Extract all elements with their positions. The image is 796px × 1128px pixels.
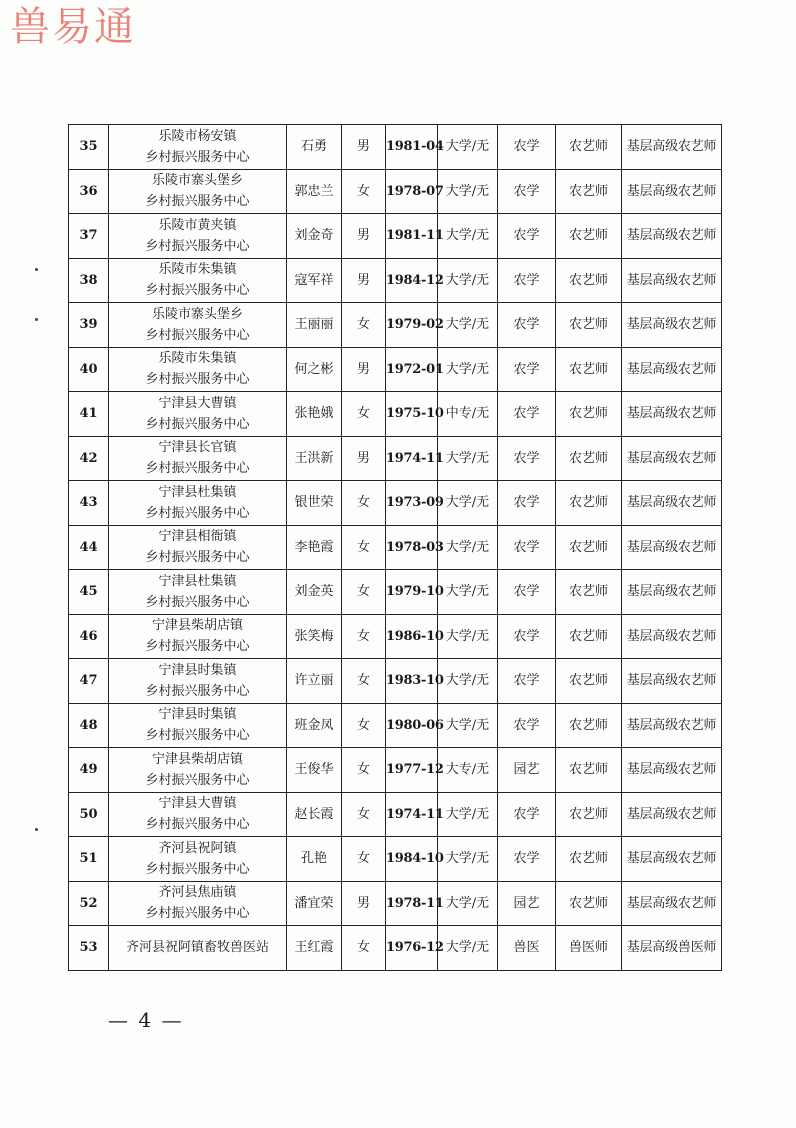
cell-number: 37 [69, 214, 109, 259]
unit-line: 乡村振兴服务中心 [145, 861, 250, 877]
cell-education: 大学/无 [438, 125, 498, 170]
cell-major: 农学 [498, 392, 556, 437]
unit-line: 乐陵市寨头堡乡 [151, 173, 243, 189]
unit-line: 乡村振兴服务中心 [145, 639, 250, 655]
unit-line: 宁津县大曹镇 [158, 796, 237, 812]
cell-education: 大学/无 [438, 525, 498, 570]
cell-gender: 女 [342, 392, 386, 437]
cell-current-title: 农艺师 [556, 792, 622, 837]
cell-unit [109, 748, 287, 793]
cell-name: 李艳霞 [287, 525, 342, 570]
cell-unit [109, 303, 287, 348]
cell-name: 班金凤 [287, 703, 342, 748]
cell-gender: 女 [342, 169, 386, 214]
cell-education: 中专/无 [438, 392, 498, 437]
cell-birth: 1984-10 [386, 837, 438, 882]
unit-line: 宁津县长官镇 [158, 440, 237, 456]
cell-applied-title: 基层高级农艺师 [622, 392, 722, 437]
table-row [69, 214, 722, 259]
cell-unit [109, 125, 287, 170]
cell-gender: 女 [342, 303, 386, 348]
cell-major: 农学 [498, 258, 556, 303]
unit-line: 宁津县相衙镇 [158, 529, 237, 545]
cell-major: 农学 [498, 436, 556, 481]
cell-major: 农学 [498, 570, 556, 615]
cell-name: 王红霞 [287, 926, 342, 971]
cell-education: 大学/无 [438, 837, 498, 882]
cell-unit [109, 525, 287, 570]
unit-line: 齐河县焦庙镇 [158, 885, 237, 901]
cell-unit [109, 214, 287, 259]
cell-applied-title: 基层高级农艺师 [622, 659, 722, 704]
margin-mark [35, 828, 38, 831]
cell-number: 45 [69, 570, 109, 615]
cell-major: 农学 [498, 303, 556, 348]
cell-gender: 女 [342, 481, 386, 526]
cell-education: 大学/无 [438, 703, 498, 748]
cell-current-title: 农艺师 [556, 303, 622, 348]
cell-number: 43 [69, 481, 109, 526]
cell-applied-title: 基层高级农艺师 [622, 303, 722, 348]
cell-unit [109, 570, 287, 615]
cell-education: 大学/无 [438, 614, 498, 659]
cell-current-title: 农艺师 [556, 881, 622, 926]
cell-unit [109, 881, 287, 926]
watermark-logo: 兽易通 [10, 4, 136, 50]
cell-current-title: 农艺师 [556, 214, 622, 259]
cell-current-title: 农艺师 [556, 125, 622, 170]
cell-major: 农学 [498, 792, 556, 837]
table-row [69, 881, 722, 926]
cell-number: 51 [69, 837, 109, 882]
cell-name: 张笑梅 [287, 614, 342, 659]
unit-line: 乡村振兴服务中心 [145, 728, 250, 744]
cell-name: 赵长霞 [287, 792, 342, 837]
page-number: — 4 — [108, 1008, 184, 1032]
cell-birth: 1979-02 [386, 303, 438, 348]
unit-line: 齐河县祝阿镇 [158, 840, 237, 856]
cell-name: 潘宜荣 [287, 881, 342, 926]
cell-major: 农学 [498, 169, 556, 214]
cell-number: 46 [69, 614, 109, 659]
cell-birth: 1981-11 [386, 214, 438, 259]
cell-education: 大学/无 [438, 169, 498, 214]
cell-applied-title: 基层高级农艺师 [622, 347, 722, 392]
unit-line: 宁津县时集镇 [158, 707, 237, 723]
cell-gender: 女 [342, 748, 386, 793]
cell-number: 53 [69, 926, 109, 971]
unit-line: 乡村振兴服务中心 [145, 327, 250, 343]
cell-birth: 1973-09 [386, 481, 438, 526]
roster-table [68, 124, 722, 971]
cell-birth: 1978-03 [386, 525, 438, 570]
cell-birth: 1979-10 [386, 570, 438, 615]
cell-gender: 男 [342, 258, 386, 303]
cell-major: 农学 [498, 481, 556, 526]
cell-major: 农学 [498, 214, 556, 259]
cell-name: 刘金英 [287, 570, 342, 615]
cell-name: 王俊华 [287, 748, 342, 793]
unit-line: 乐陵市寨头堡乡 [151, 306, 243, 322]
cell-current-title: 农艺师 [556, 258, 622, 303]
unit-line: 乐陵市黄夹镇 [158, 217, 237, 233]
table-row [69, 125, 722, 170]
cell-current-title: 农艺师 [556, 703, 622, 748]
cell-number: 36 [69, 169, 109, 214]
cell-unit [109, 837, 287, 882]
cell-birth: 1983-10 [386, 659, 438, 704]
unit-line: 乡村振兴服务中心 [145, 683, 250, 699]
cell-name: 刘金奇 [287, 214, 342, 259]
cell-unit [109, 481, 287, 526]
table-row [69, 481, 722, 526]
unit-line: 宁津县杜集镇 [158, 484, 237, 500]
cell-applied-title: 基层高级农艺师 [622, 703, 722, 748]
cell-gender: 女 [342, 570, 386, 615]
cell-birth: 1972-01 [386, 347, 438, 392]
cell-unit [109, 614, 287, 659]
table-row [69, 659, 722, 704]
cell-major: 农学 [498, 525, 556, 570]
unit-line: 乡村振兴服务中心 [145, 461, 250, 477]
cell-education: 大专/无 [438, 748, 498, 793]
cell-number: 47 [69, 659, 109, 704]
cell-birth: 1975-10 [386, 392, 438, 437]
cell-education: 大学/无 [438, 481, 498, 526]
cell-major: 农学 [498, 614, 556, 659]
cell-number: 40 [69, 347, 109, 392]
cell-major: 兽医 [498, 926, 556, 971]
cell-current-title: 农艺师 [556, 570, 622, 615]
cell-applied-title: 基层高级农艺师 [622, 570, 722, 615]
cell-gender: 女 [342, 614, 386, 659]
cell-education: 大学/无 [438, 347, 498, 392]
cell-applied-title: 基层高级农艺师 [622, 837, 722, 882]
cell-major: 农学 [498, 125, 556, 170]
margin-mark [35, 318, 38, 321]
cell-applied-title: 基层高级农艺师 [622, 258, 722, 303]
unit-line: 齐河县祝阿镇畜牧兽医站 [125, 940, 269, 956]
cell-gender: 女 [342, 837, 386, 882]
cell-number: 52 [69, 881, 109, 926]
unit-line: 乡村振兴服务中心 [145, 772, 250, 788]
cell-current-title: 农艺师 [556, 392, 622, 437]
cell-major: 农学 [498, 659, 556, 704]
table-row [69, 748, 722, 793]
cell-birth: 1980-06 [386, 703, 438, 748]
unit-line: 乡村振兴服务中心 [145, 550, 250, 566]
cell-current-title: 农艺师 [556, 436, 622, 481]
cell-number: 48 [69, 703, 109, 748]
cell-applied-title: 基层高级农艺师 [622, 436, 722, 481]
unit-line: 乡村振兴服务中心 [145, 416, 250, 432]
table-row [69, 525, 722, 570]
cell-number: 49 [69, 748, 109, 793]
cell-current-title: 兽医师 [556, 926, 622, 971]
cell-name: 何之彬 [287, 347, 342, 392]
cell-gender: 男 [342, 436, 386, 481]
cell-unit [109, 258, 287, 303]
cell-current-title: 农艺师 [556, 614, 622, 659]
cell-major: 园艺 [498, 881, 556, 926]
cell-major: 农学 [498, 703, 556, 748]
cell-gender: 男 [342, 881, 386, 926]
unit-line: 宁津县柴胡店镇 [151, 618, 243, 634]
cell-number: 42 [69, 436, 109, 481]
cell-unit [109, 659, 287, 704]
cell-education: 大学/无 [438, 258, 498, 303]
cell-unit [109, 436, 287, 481]
table-row [69, 436, 722, 481]
cell-birth: 1984-12 [386, 258, 438, 303]
cell-gender: 男 [342, 125, 386, 170]
cell-unit [109, 792, 287, 837]
cell-applied-title: 基层高级农艺师 [622, 214, 722, 259]
table-row [69, 258, 722, 303]
cell-applied-title: 基层高级农艺师 [622, 881, 722, 926]
cell-applied-title: 基层高级农艺师 [622, 481, 722, 526]
cell-applied-title: 基层高级农艺师 [622, 525, 722, 570]
table-row [69, 169, 722, 214]
cell-current-title: 农艺师 [556, 659, 622, 704]
unit-line: 乐陵市朱集镇 [158, 262, 237, 278]
cell-education: 大学/无 [438, 570, 498, 615]
cell-name: 张艳娥 [287, 392, 342, 437]
cell-name: 王洪新 [287, 436, 342, 481]
unit-line: 宁津县时集镇 [158, 662, 237, 678]
cell-number: 41 [69, 392, 109, 437]
cell-current-title: 农艺师 [556, 347, 622, 392]
cell-applied-title: 基层高级农艺师 [622, 614, 722, 659]
cell-gender: 女 [342, 792, 386, 837]
cell-birth: 1978-07 [386, 169, 438, 214]
unit-line: 乡村振兴服务中心 [145, 194, 250, 210]
cell-birth: 1976-12 [386, 926, 438, 971]
cell-unit [109, 347, 287, 392]
cell-number: 50 [69, 792, 109, 837]
cell-birth: 1981-04 [386, 125, 438, 170]
cell-name: 王丽丽 [287, 303, 342, 348]
cell-name: 银世荣 [287, 481, 342, 526]
cell-gender: 男 [342, 347, 386, 392]
table-row [69, 570, 722, 615]
unit-line: 乐陵市杨安镇 [158, 128, 237, 144]
cell-education: 大学/无 [438, 436, 498, 481]
unit-line: 宁津县大曹镇 [158, 395, 237, 411]
cell-applied-title: 基层高级农艺师 [622, 169, 722, 214]
table-row [69, 703, 722, 748]
margin-mark [35, 268, 38, 271]
cell-education: 大学/无 [438, 303, 498, 348]
unit-line: 乡村振兴服务中心 [145, 594, 250, 610]
cell-current-title: 农艺师 [556, 169, 622, 214]
unit-line: 乡村振兴服务中心 [145, 505, 250, 521]
cell-education: 大学/无 [438, 792, 498, 837]
cell-name: 孔艳 [287, 837, 342, 882]
cell-name: 郭忠兰 [287, 169, 342, 214]
unit-line: 乡村振兴服务中心 [145, 817, 250, 833]
cell-unit [109, 392, 287, 437]
cell-applied-title: 基层高级农艺师 [622, 125, 722, 170]
unit-line: 宁津县杜集镇 [158, 573, 237, 589]
cell-number: 39 [69, 303, 109, 348]
cell-unit [109, 703, 287, 748]
cell-current-title: 农艺师 [556, 748, 622, 793]
cell-major: 农学 [498, 837, 556, 882]
cell-education: 大学/无 [438, 214, 498, 259]
unit-line: 乐陵市朱集镇 [158, 351, 237, 367]
cell-current-title: 农艺师 [556, 525, 622, 570]
cell-number: 44 [69, 525, 109, 570]
cell-education: 大学/无 [438, 881, 498, 926]
cell-education: 大学/无 [438, 659, 498, 704]
cell-gender: 女 [342, 659, 386, 704]
table-row [69, 303, 722, 348]
table-row [69, 347, 722, 392]
cell-unit [109, 169, 287, 214]
cell-major: 农学 [498, 347, 556, 392]
table-row [69, 792, 722, 837]
table-row [69, 614, 722, 659]
cell-applied-title: 基层高级农艺师 [622, 748, 722, 793]
cell-gender: 女 [342, 703, 386, 748]
cell-applied-title: 基层高级兽医师 [622, 926, 722, 971]
cell-birth: 1977-12 [386, 748, 438, 793]
unit-line: 宁津县柴胡店镇 [151, 751, 243, 767]
cell-gender: 女 [342, 525, 386, 570]
cell-birth: 1974-11 [386, 436, 438, 481]
table-row [69, 392, 722, 437]
cell-major: 园艺 [498, 748, 556, 793]
cell-current-title: 农艺师 [556, 481, 622, 526]
cell-unit [109, 926, 287, 971]
unit-line: 乡村振兴服务中心 [145, 149, 250, 165]
cell-name: 石勇 [287, 125, 342, 170]
roster-body [69, 125, 722, 971]
cell-birth: 1986-10 [386, 614, 438, 659]
cell-applied-title: 基层高级农艺师 [622, 792, 722, 837]
cell-number: 35 [69, 125, 109, 170]
unit-line: 乡村振兴服务中心 [145, 372, 250, 388]
cell-name: 寇军祥 [287, 258, 342, 303]
cell-gender: 男 [342, 214, 386, 259]
unit-line: 乡村振兴服务中心 [145, 906, 250, 922]
table-row [69, 837, 722, 882]
cell-current-title: 农艺师 [556, 837, 622, 882]
cell-birth: 1978-11 [386, 881, 438, 926]
cell-birth: 1974-11 [386, 792, 438, 837]
cell-education: 大学/无 [438, 926, 498, 971]
cell-number: 38 [69, 258, 109, 303]
cell-gender: 女 [342, 926, 386, 971]
table-row [69, 926, 722, 971]
cell-name: 许立丽 [287, 659, 342, 704]
unit-line: 乡村振兴服务中心 [145, 283, 250, 299]
unit-line: 乡村振兴服务中心 [145, 238, 250, 254]
